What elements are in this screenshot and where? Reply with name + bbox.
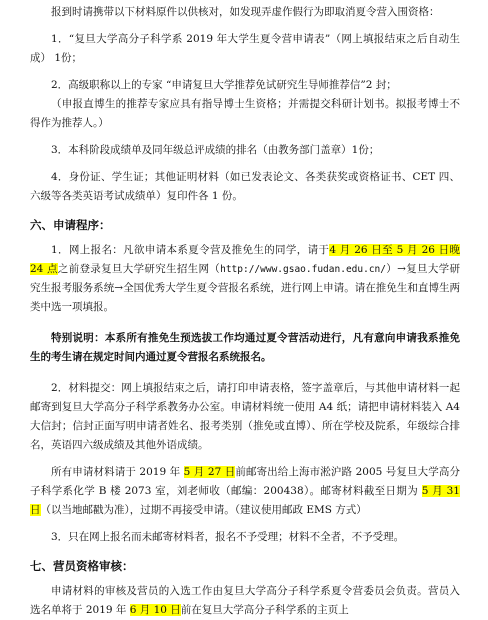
incomplete-notice-paragraph: 3．只在网上报名而未邮寄材料者，报名不予受理；材料不全者，不予受理。: [51, 531, 405, 543]
section-heading-eligibility-review: 七、营员资格审核：: [30, 559, 134, 573]
material-item-2: 2．高级职称以上的专家 “申请复旦大学推荐免试研究生导师推荐信”2 封；: [51, 79, 397, 91]
special-note-paragraph: 特别说明：本系所有推免生预选拔工作均通过夏令营活动进行，凡有意向申请我系推免生的考生请在规定时间内通过夏令营报名系统报名。: [30, 332, 460, 363]
material-item-2-note: （申报直博生的推荐专家应具有指导博士生资格；并需提交科研计划书。拟报考博士不得作为推荐人。）: [30, 98, 460, 129]
material-item-1: 1．“复旦大学高分子科学系 2019 年大学生夏令营申请表”（网上填报结束之后自动生成） 1份；: [30, 33, 460, 64]
admissions-url-link[interactable]: http://www.gsao.fudan.edu.cn/: [220, 264, 386, 275]
material-item-3: 3．本科阶段成绩单及同年级总评成绩的排名（由教务部门盖章）1份；: [51, 144, 380, 156]
material-item-4: 4．身份证、学生证；其他证明材料（如已发表论文、各类获奖或资格证书、CET 四、六级等各类英语考试成绩单）复印件各 1 份。: [30, 171, 460, 202]
material-submission-paragraph: 2．材料提交：网上填报结束之后，请打印申请表格，签字盖章后，与其他申请材料一起邮寄到复旦大学高分子科学系教务办公室。申请材料统一使用 A4 纸；请把申请材料装入 A4 大信封；信封正面写明申请者姓名、报考类别（推免或直博）、所在学校及院系，年级综合排名，英语四六级成绩及其他外语成绩。: [30, 382, 460, 451]
section-heading-application-procedure: 六、申请程序：: [30, 218, 111, 232]
highlight-registration-period: 4 月 26 日至 5 月 26 日晚 24 点: [30, 244, 460, 275]
highlight-mail-date: 5 月 27 日: [183, 466, 236, 478]
online-registration-paragraph: 1．网上报名：凡欲申请本系夏令营及推免生的同学，请于4 月 26 日至 5 月 26 日晚 24 点之前登录复旦大学研究生招生网（http://www.gsao.fudan.edu.cn/）→复旦大学研究生报考服务系统→全国优秀大学生夏令营报名系统，进行网上申请。请在推免生和直博生两类中选一项填报。: [30, 244, 461, 313]
mailing-paragraph: 所有申请材料请于 2019 年 5 月 27 日前邮寄出给上海市淞沪路 2005 号复旦大学高分子科学系化学 B 楼 2073 室，刘老师收（邮编：200438）。邮寄材料截至日期为 5 月 31 日（以当地邮戳为准），过期不再接受申请。（建议使用邮政 EMS 方式）: [30, 466, 460, 516]
intro-paragraph: 报到时请携带以下材料原件以供核对，如发现弄虚作假行为即取消夏令营入围资格：: [51, 6, 440, 18]
highlight-deadline-date: 5 月 31 日: [30, 485, 460, 516]
review-paragraph: 申请材料的审核及营员的入选工作由复旦大学高分子科学系夏令营委员会负责。营员入选名单将于 2019 年 6 月 10 日前在复旦大学高分子科学系的主页上: [30, 585, 460, 616]
highlight-list-date: 6 月 10 日: [129, 604, 181, 616]
